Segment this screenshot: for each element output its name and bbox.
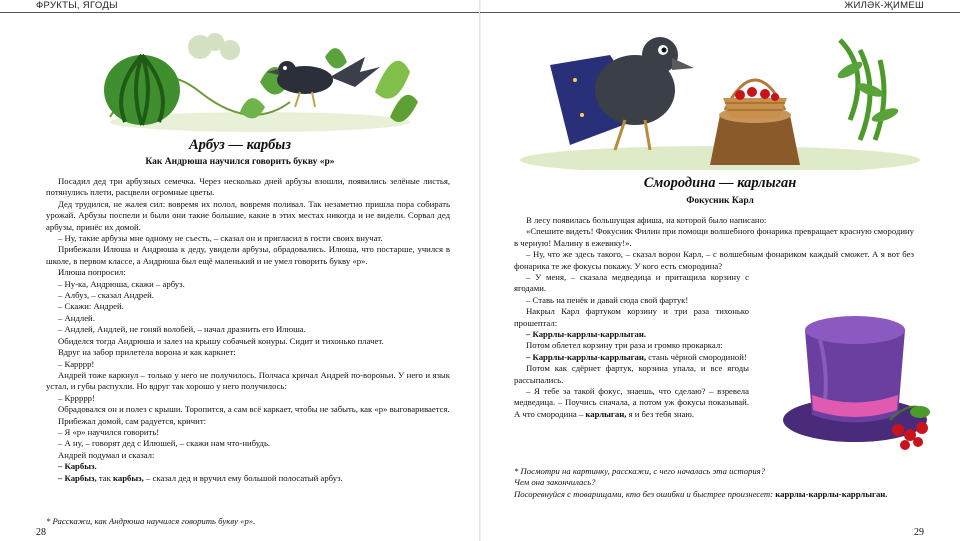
- paragraph: – Ну, что же здесь такого, – сказал ворон Карл, – с волшебным фонариком каждый сможет. А я вот без фонарика те же фокусы покажу. У кого есть смородина?: [514, 249, 914, 271]
- paragraph: Андрей тоже каркнул – только у него не получилось. Полчаса кричал Андрей по-вороньи. У него и язык устал, и губы распухли. Но вдруг так хорошо у него получилось:: [46, 369, 450, 392]
- paragraph: – Андлей, Андлей, не гоняй волобей, – начал дразнить его Илюша.: [58, 324, 306, 335]
- paragraph: «Спешите видеть! Фокусник Филин при помощи волшебного фонарика превращает красную смородину в черную! Малину в ежевику!».: [514, 226, 914, 248]
- running-head-left: ФРУКТЫ, ЯГОДЫ: [36, 0, 118, 11]
- header-rule-left: [0, 12, 480, 13]
- paragraph: Илюша попросил:: [58, 267, 126, 278]
- paragraph: – Я «р» научился говорить!: [58, 426, 160, 437]
- paragraph-final: – Карбыз, так карбыз, – сказал дед и вручил ему большой полосатый арбуз.: [58, 472, 343, 483]
- paragraph: – Я тебе за такой фокус, знаешь, что сделаю? – взревела медведица. – Поучись сначала, а потом уж фокусы показывай. А что смородина – карлыган, я и без тебя знаю.: [514, 386, 749, 419]
- paragraph: – Скажи: Андрей.: [58, 301, 124, 312]
- paragraph: – Андлей.: [58, 312, 95, 323]
- paragraph: Обрадовался он и полез с крыши. Торопится, а сам всё каркает, чтобы не забыть, как «р» выговаривается.: [58, 404, 450, 415]
- task-left: * Расскажи, как Андрюша научился говорить букву «р».: [46, 516, 256, 526]
- story-body-right-top: [514, 215, 914, 272]
- paragraph: – Албуз, – сказал Андрей.: [58, 290, 154, 301]
- crow-magician-icon: [550, 37, 694, 150]
- story-subtitle-right: Фокусник Карл: [686, 196, 754, 206]
- paragraph: – Каррлы-каррлы-каррлыган, стань чёрной смородиной!: [526, 351, 747, 362]
- task-right: * Посмотри на картинку, расскажи, с чего началась эта история? Чем она закончилась? Посоревнуйся с товарищами, кто без ошибки и быстрее произнесет: каррлы-каррлы-каррлыган.: [514, 466, 888, 499]
- berry-basket-icon: [723, 80, 787, 118]
- paragraph-bold: – Каррлы-каррлы-каррлыган.: [526, 329, 647, 340]
- paragraph: Потом как сдёрнет фартук, корзина упала, и все ягоды рассыпались.: [514, 363, 749, 385]
- paragraph: Прибежал домой, сам радуется, кричит:: [58, 415, 207, 426]
- crow-icon: [267, 57, 380, 107]
- paragraph: Андрей подумал и сказал:: [58, 449, 155, 460]
- paragraph: – Ну, такие арбузы мне одному не съесть, – сказал он и пригласил в гости своих внучат.: [58, 233, 383, 244]
- story-title-right: Смородина — карлыган: [643, 175, 797, 191]
- page-number-left: 28: [36, 527, 46, 538]
- story-subtitle-left: Как Андрюша научился говорить букву «р»: [145, 157, 335, 167]
- paragraph: В лесу появилась большущая афиша, на которой было написано:: [526, 215, 767, 225]
- watermelon-crow-illustration: [90, 22, 420, 134]
- story-title-left: Арбуз — карбыз: [188, 137, 292, 153]
- story-body-left: [46, 176, 450, 484]
- paragraph: Потом облетел корзину три раза и громко прокаркал:: [526, 340, 723, 351]
- magic-hat-illustration: [780, 300, 940, 455]
- paragraph: Обиделся тогда Андрюша и залез на крышу собачьей конуры. Сидит и тихонько плачет.: [58, 335, 384, 346]
- paragraph: – Ставь на пенёк и давай сюда свой фартук!: [526, 294, 689, 305]
- paragraph: Вдруг на забор прилетела ворона и как каркнет:: [58, 347, 236, 358]
- paragraph: – У меня, – сказала медведица и притащила корзину с ягодами.: [514, 272, 749, 294]
- paragraph: Накрыл Карл фартуком корзину и три раза тихонько прошептал:: [514, 306, 749, 328]
- running-head-right: ЖИЛӘК-ҖИМЕШ: [844, 0, 924, 11]
- paragraph: Дед трудился, не жалея сил: вовремя их полол, вовремя поливал. Так незаметно пришла пора собирать урожай. Арбузы поспели и были они такие большие, какие в этих местах никогда и не видели. Сорвал дед арбузы, принёс их домой.: [46, 198, 450, 232]
- paragraph: – А ну, – говорят дед с Илюшей, – скажи нам что-нибудь.: [58, 438, 271, 449]
- paragraph: – Кррррр!: [58, 392, 95, 403]
- paragraph: Прибежали Илюша и Андрюша к деду, увидели арбузы, обрадовались. Илюша, что постарше, учился в школе, в первом классе, а Андрюша был ещё маленький и не умел говорить букву «р».: [46, 244, 450, 266]
- header-rule-right: [480, 12, 960, 13]
- paragraph-bold: – Карбыз.: [58, 461, 97, 472]
- paragraph: – Карррр!: [58, 358, 95, 369]
- paragraph: – Ну-ка, Андрюша, скажи – арбуз.: [58, 278, 185, 289]
- right-page: [480, 0, 960, 541]
- paragraph: Посадил дед три арбузных семечка. Через несколько дней арбузы взошли, появились зелёные листья, потянулись плети, расцвели огромные цветы.: [46, 176, 450, 198]
- crow-basket-illustration: [520, 20, 920, 170]
- story-body-right-column: [514, 272, 749, 420]
- page-number-right: 29: [914, 527, 924, 538]
